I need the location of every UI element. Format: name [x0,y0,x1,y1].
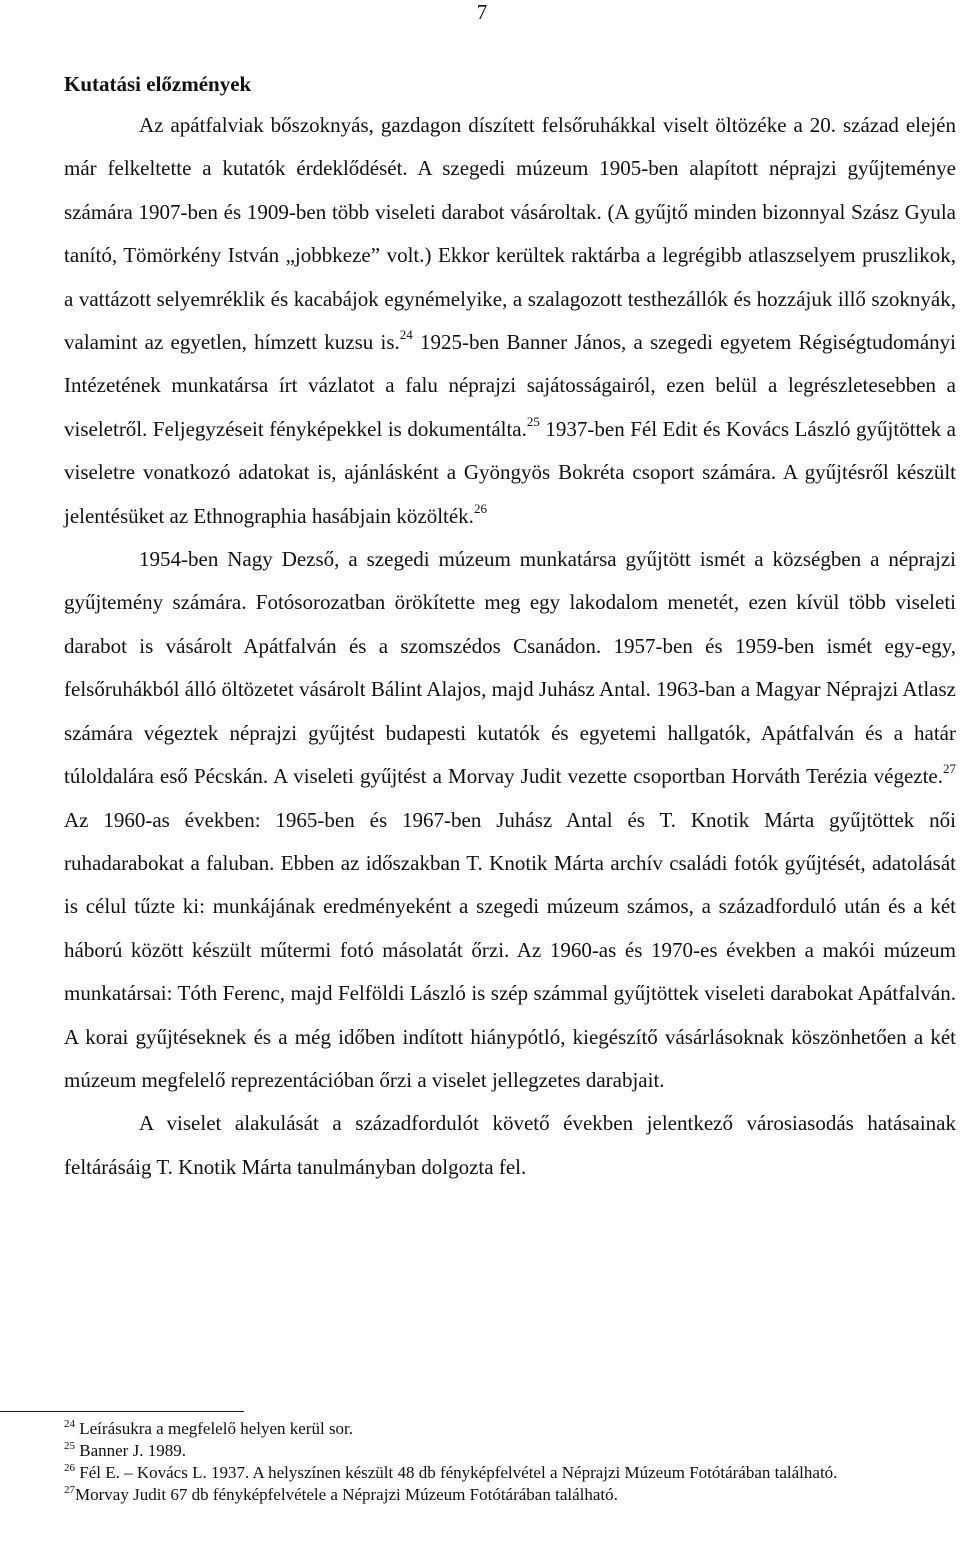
paragraph-2 [64,538,956,1102]
paragraph-text: 1954-ben Nagy Dezső, a szegedi múzeum munkatársa gyűjtött ismét a községben a néprajzi gyűjtemény számára. Fotósorozatban örökítette meg egy lakodalom menetét, ezen kívül több viseleti darabot is vásárolt Apátfalván és a szomszédos Csanádon. 1957-ben és 1959-ben ismét egy-egy, felsőruhákból álló öltözetet vásárolt Bálint Alajos, majd Juhász Antal. 1963-ban a Magyar Néprajzi Atlasz számára végeztek néprajzi gyűjtést budapesti kutatók és egyetemi hallgatók, Apátfalván és a határ túloldalára eső Pécskán. A viseleti gyűjtést a Morvay Judit vezette csoportban Horváth Terézia végezte. [64,547,956,789]
footnote-number: 25 [64,1440,75,1453]
footnote [64,1484,956,1506]
footnote [64,1462,956,1484]
footnote-reference: 24 [399,327,413,343]
footnote [64,1440,956,1462]
paragraph-3 [64,1102,956,1189]
footnote [64,1418,956,1440]
page-number: 7 [476,0,488,24]
footnote-text: Leírásukra a megfelelő helyen kerül sor. [75,1419,354,1438]
paragraph-text: 1937-ben Fél Edit és Kovács László gyűjtöttek a viseletre vonatkozó adatokat is, ajánlásként a Gyöngyös Bokréta csoport számára. A gyűjtésről készült jelentésüket az Ethnographia hasábjain közölték. [64,416,957,528]
footnote-reference: 26 [473,500,487,516]
footnote-text: Banner J. 1989. [75,1441,186,1460]
section-heading: Kutatási előzmények [64,72,252,96]
footnote-reference: 27 [943,761,956,777]
footnote-text: Fél E. – Kovács L. 1937. A helyszínen készült 48 db fényképfelvétel a Néprajzi Múzeum Fotótárában található. [75,1463,838,1482]
paragraph-1 [64,104,956,538]
document-body [64,64,956,1189]
paragraph-text: A viselet alakulását a századfordulót követő években jelentkező városiasodás hatásainak feltárásáig T. Knotik Márta tanulmányban dolgozta fel. [64,1111,956,1179]
footnote-separator [0,1411,244,1412]
footnote-number: 26 [64,1462,75,1475]
footnote-number: 27 [64,1484,75,1497]
paragraph-text: Az apátfalviak bőszoknyás, gazdagon díszített felsőruhákkal viselt öltözéke a 20. század elején már felkeltette a kutatók érdeklődését. A szegedi múzeum 1905-ben alapított néprajzi gyűjteménye számára 1907-ben és 1909-ben több viseleti darabot vásároltak. (A gyűjtő minden bizonnyal Szász Gyula tanító, Tömörkény István „jobbkeze” volt.) Ekkor kerültek raktárba a legrégibb atlaszselyem pruszlikok, a vattázott selyemréklik és kacabájok egynémelyike, a szalagozott testhezállók és hozzájuk illő szoknyák, valamint az egyetlen, hímzett kuzsu is. [64,113,956,355]
footnote-reference: 25 [526,413,540,429]
footnotes [64,1418,956,1506]
paragraph-text: 1925-ben Banner János, a szegedi egyetem Régiségtudományi Intézetének munkatársa írt vázlatot a falu néprajzi sajátosságairól, ezen belül a legrészletesebben a viseletről. Feljegyzéseit fényképekkel is dokumentálta. [64,330,957,441]
paragraph-text: Az 1960-as években: 1965-ben és 1967-ben Juhász Antal és T. Knotik Márta gyűjtöttek női ruhadarabokat a faluban. Ebben az időszakban T. Knotik Márta archív családi fotók gyűjtését, adatolását is célul tűzte ki: munkájának eredményeként a szegedi múzeum számos, a századforduló után és a két háború között készült műtermi fotó másolatát őrzi. Az 1960-as és 1970-es években a makói múzeum munkatársai: Tóth Ferenc, majd Felföldi László is szép számmal gyűjtöttek viseleti darabokat Apátfalván. A korai gyűjtéseknek és a még időben indított hiánypótló, kiegészítő vásárlásoknak köszönhetően a két múzeum megfelelő reprezentációban őrzi a viselet jellegzetes darabjait. [64,807,956,1092]
footnote-number: 24 [64,1418,75,1431]
footnote-text: Morvay Judit 67 db fényképfelvétele a Néprajzi Múzeum Fotótárában található. [75,1485,618,1504]
